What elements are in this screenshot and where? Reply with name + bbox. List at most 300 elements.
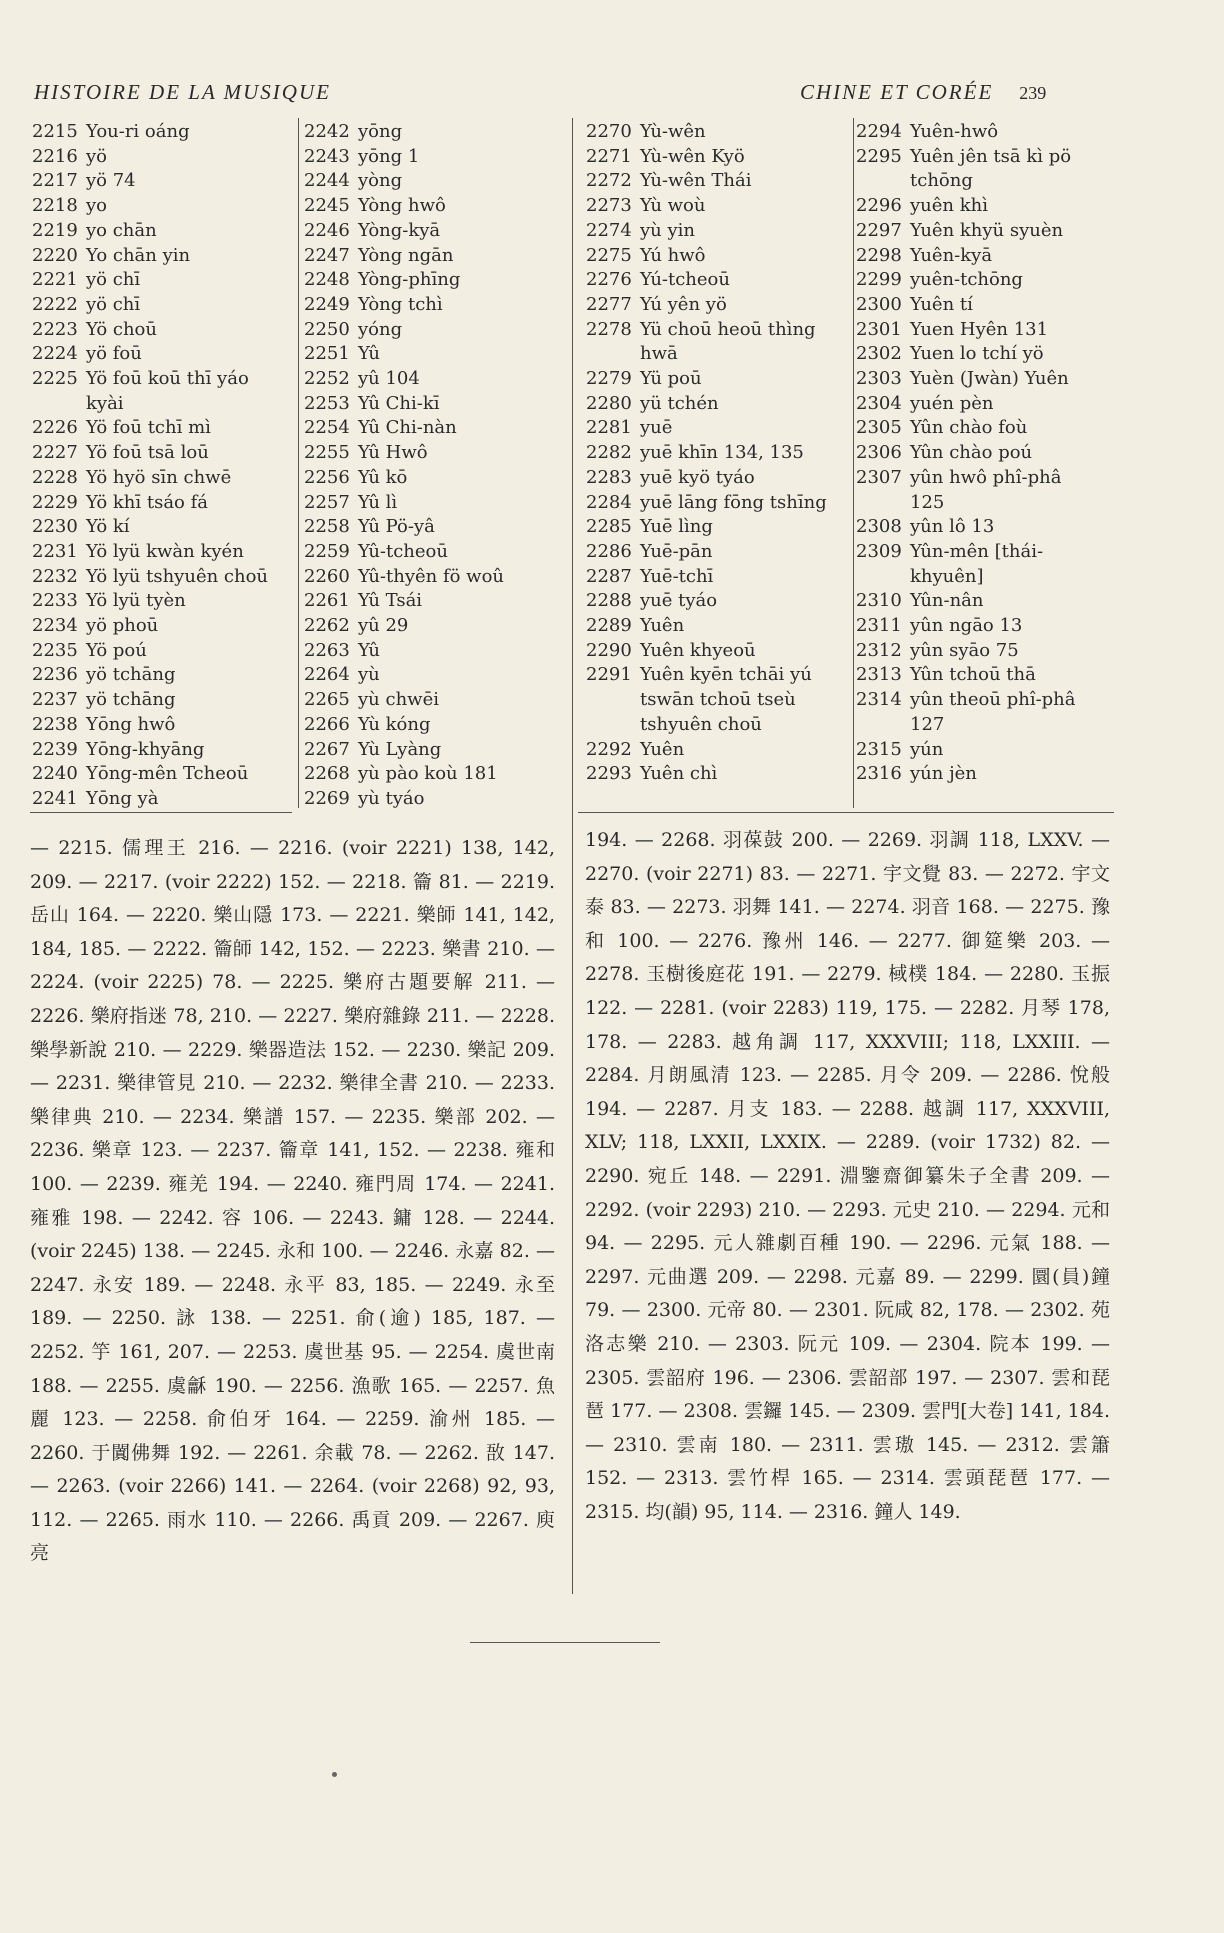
index-entry xyxy=(304,194,564,219)
index-entry-continuation xyxy=(856,565,1126,590)
entry-term: yuē kyö tyáo xyxy=(640,466,755,488)
index-entry xyxy=(32,441,300,466)
entry-term: Yö hyö sīn chwē xyxy=(86,466,232,488)
entry-number: 2304 xyxy=(856,392,902,414)
entry-term: yûn theoū phî-phâ xyxy=(910,689,1076,711)
entry-term: Yûn-mên [thái- xyxy=(910,540,1044,562)
entry-number: 2310 xyxy=(856,590,902,612)
entry-term: yû 104 xyxy=(358,368,420,390)
entry-number: 2218 xyxy=(32,195,78,217)
entry-number: 2300 xyxy=(856,293,902,315)
entry-number: 2228 xyxy=(32,466,78,488)
index-entry xyxy=(304,515,564,540)
entry-term: Yuên-kyā xyxy=(910,244,993,266)
index-column-2 xyxy=(304,120,564,812)
entry-number: 2233 xyxy=(32,590,78,612)
entry-number: 2234 xyxy=(32,615,78,637)
entry-number: 2297 xyxy=(856,219,902,241)
section-title: CHINE ET CORÉE xyxy=(800,80,994,104)
index-entry xyxy=(32,219,300,244)
entry-term: Yōng-khyāng xyxy=(86,738,205,760)
index-entry xyxy=(304,416,564,441)
entry-number: 2283 xyxy=(586,466,632,488)
entry-term: Yö lyü kwàn kyén xyxy=(86,540,244,562)
index-entry xyxy=(32,466,300,491)
entry-term: yö xyxy=(86,145,108,167)
entry-number: 2284 xyxy=(586,491,632,513)
entry-term: yōng 1 xyxy=(358,145,420,167)
section-rule xyxy=(578,812,1114,813)
entry-number xyxy=(586,713,640,738)
index-entry xyxy=(856,441,1126,466)
entry-number: 2316 xyxy=(856,763,902,785)
index-entry xyxy=(304,466,564,491)
index-entry xyxy=(586,738,854,763)
index-entry xyxy=(304,441,564,466)
entry-term: Yuē-tchī xyxy=(640,565,714,587)
entry-term: Yö foū koū thī yáo xyxy=(86,368,249,390)
entry-term: Yòng-kyā xyxy=(358,219,441,241)
entry-term: yö tchāng xyxy=(86,689,176,711)
entry-term: tchōng xyxy=(910,170,973,192)
entry-term: Yûn chào foù xyxy=(910,417,1028,439)
entry-term: Yü poū xyxy=(640,368,702,390)
entry-term: Yù-wên Thái xyxy=(640,170,752,192)
index-entry xyxy=(856,318,1126,343)
entry-term: yö tchāng xyxy=(86,664,176,686)
index-entry xyxy=(586,614,854,639)
entry-number: 2235 xyxy=(32,639,78,661)
entry-number: 2239 xyxy=(32,738,78,760)
index-entry xyxy=(32,120,300,145)
entry-term: Yōng hwô xyxy=(86,713,176,735)
entry-number: 2274 xyxy=(586,219,632,241)
entry-number: 2261 xyxy=(304,590,350,612)
entry-term: yuên-tchōng xyxy=(910,269,1023,291)
entry-term: yóng xyxy=(358,318,403,340)
entry-number: 2263 xyxy=(304,639,350,661)
index-entry xyxy=(856,639,1126,664)
section-rule xyxy=(30,812,292,813)
entry-term: yù tyáo xyxy=(358,787,425,809)
entry-term: Yù Lyàng xyxy=(358,738,442,760)
entry-number: 2270 xyxy=(586,121,632,142)
entry-number: 2253 xyxy=(304,392,350,414)
index-entry xyxy=(304,589,564,614)
entry-term: yo xyxy=(86,195,108,217)
entry-term: Yú yên yö xyxy=(640,293,727,315)
index-entry xyxy=(856,688,1126,713)
index-entry xyxy=(586,491,854,516)
entry-term: Yö poú xyxy=(86,639,147,661)
entry-number: 2241 xyxy=(32,787,78,809)
index-entry xyxy=(304,120,564,145)
index-entry xyxy=(304,738,564,763)
index-entry xyxy=(586,120,854,145)
closing-rule xyxy=(470,1642,660,1643)
index-references-left: — 2215. 儒理王 216. — 2216. (voir 2221) 138, 142, 209. — 2217. (voir 2222) 152. — 2218. 籥 81. — 2219. 岳山 164. — 2220. 樂山隱 173. — 2221. 樂師 141, 142, 184, 185. — 2222. 籥師 142, 152. — 2223. 樂書 210. — 2224. (voir 2225) 78. — 2225. 樂府古題要解 211. — 2226. 樂府指迷 78, 210. — 2227. 樂府雜錄 211. — 2228. 樂學新說 210. — 2229. 樂器造法 152. — 2230. 樂記 209. — 2231. 樂律管見 210. — 2232. 樂律全書 210. — 2233. 樂律典 210. — 2234. 樂譜 157. — 2235. 樂部 202. — 2236. 樂章 123. — 2237. 籥章 141, 152. — 2238. 雍和 100. — 2239. 雍羌 194. — 2240. 雍門周 174. — 2241. 雍雅 198. — 2242. 容 106. — 2243. 鏞 128. — 2244. (voir 2245) 138. — 2245. 永和 100. — 2246. 永嘉 82. — 2247. 永安 189. — 2248. 永平 83, 185. — 2249. 永至 189. — 2250. 詠 138. — 2251. 俞(逾) 185, 187. — 2252. 竽 161, 207. — 2253. 虞世基 95. — 2254. 虞世南 188. — 2255. 虞龢 190. — 2256. 漁歌 165. — 2257. 魚麗 123. — 2258. 俞伯牙 164. — 2259. 渝州 185. — 2260. 于闐佛舞 192. — 2261. 余載 78. — 2262. 敔 147. — 2263. (voir 2266) 141. — 2264. (voir 2268) 92, 93, 112. — 2265. 雨水 110. — 2266. 禹貢 209. — 2267. 庾亮 xyxy=(30,837,555,1565)
entry-number xyxy=(856,169,910,194)
entry-term: Yòng ngān xyxy=(358,244,454,266)
entry-term: Yû Chi-nàn xyxy=(358,417,457,439)
entry-term: Yuên-hwô xyxy=(910,121,999,142)
entry-term: tshyuên choū xyxy=(640,713,762,735)
entry-number: 2236 xyxy=(32,664,78,686)
entry-term: khyuên] xyxy=(910,565,984,587)
entry-number: 2221 xyxy=(32,269,78,291)
entry-number: 2309 xyxy=(856,540,902,562)
entry-number: 2215 xyxy=(32,121,78,142)
entry-number: 2276 xyxy=(586,269,632,291)
entry-term: You-ri oáng xyxy=(86,121,190,142)
index-entry xyxy=(304,392,564,417)
entry-number: 2308 xyxy=(856,516,902,538)
entry-term: Yù-wên xyxy=(640,121,706,142)
entry-term: Yûn chào poú xyxy=(910,442,1033,464)
index-entry xyxy=(586,589,854,614)
entry-term: yòng xyxy=(358,170,403,192)
entry-term: Yuên chì xyxy=(640,763,718,785)
entry-term: Yuên xyxy=(640,738,685,760)
entry-number: 2286 xyxy=(586,540,632,562)
entry-number: 2290 xyxy=(586,639,632,661)
index-entry xyxy=(856,540,1126,565)
entry-term: Yuên tí xyxy=(910,293,973,315)
entry-term: Yòng hwô xyxy=(358,195,446,217)
entry-term: Yuên xyxy=(640,615,685,637)
index-entry-continuation xyxy=(586,688,854,713)
entry-number: 2227 xyxy=(32,442,78,464)
index-entry xyxy=(304,614,564,639)
index-column-3 xyxy=(586,120,854,787)
entry-number: 2232 xyxy=(32,565,78,587)
entry-number: 2217 xyxy=(32,170,78,192)
entry-term: yûn syāo 75 xyxy=(910,639,1019,661)
index-entry xyxy=(304,491,564,516)
entry-term: kyài xyxy=(86,392,124,414)
index-entry xyxy=(586,515,854,540)
entry-number: 2298 xyxy=(856,244,902,266)
entry-number: 2273 xyxy=(586,195,632,217)
entry-number: 2255 xyxy=(304,442,350,464)
entry-term: yuén pèn xyxy=(910,392,994,414)
entry-term: yuên khì xyxy=(910,195,988,217)
entry-number: 2281 xyxy=(586,417,632,439)
entry-number: 2279 xyxy=(586,368,632,390)
entry-number: 2244 xyxy=(304,170,350,192)
index-entry-continuation xyxy=(586,713,854,738)
entry-number: 2248 xyxy=(304,269,350,291)
index-entry xyxy=(32,589,300,614)
index-entry xyxy=(304,169,564,194)
entry-term: Yö lyü tshyuên choū xyxy=(86,565,269,587)
entry-term: yö chī xyxy=(86,293,141,315)
entry-number: 2269 xyxy=(304,787,350,809)
index-entry xyxy=(32,318,300,343)
entry-term: Yù woù xyxy=(640,195,706,217)
index-entry xyxy=(586,293,854,318)
index-entry-continuation xyxy=(586,342,854,367)
index-entry xyxy=(304,268,564,293)
index-entry xyxy=(856,342,1126,367)
entry-term: Yö khī tsáo fá xyxy=(86,491,209,513)
entry-term: Yü choū heoū thìng xyxy=(640,318,816,340)
entry-number: 2280 xyxy=(586,392,632,414)
index-entry-continuation xyxy=(32,392,300,417)
entry-number: 2267 xyxy=(304,738,350,760)
entry-term: hwā xyxy=(640,343,678,365)
entry-term: 125 xyxy=(910,491,945,513)
entry-number: 2220 xyxy=(32,244,78,266)
entry-number xyxy=(856,491,910,516)
index-entry xyxy=(856,244,1126,269)
entry-number: 2287 xyxy=(586,565,632,587)
index-entry xyxy=(586,194,854,219)
entry-number: 2225 xyxy=(32,368,78,390)
entry-number: 2315 xyxy=(856,738,902,760)
entry-number: 2294 xyxy=(856,121,902,142)
index-column-4 xyxy=(856,120,1126,787)
entry-term: yù pào koù 181 xyxy=(358,763,498,785)
index-entry xyxy=(32,614,300,639)
entry-term: Yú-tcheoū xyxy=(640,269,730,291)
index-entry xyxy=(586,540,854,565)
index-entry xyxy=(856,416,1126,441)
index-entry xyxy=(32,244,300,269)
entry-number: 2240 xyxy=(32,763,78,785)
entry-term: yù xyxy=(358,664,380,686)
index-entry xyxy=(304,663,564,688)
entry-term: yún jèn xyxy=(910,763,977,785)
column-divider xyxy=(298,118,299,808)
index-entry xyxy=(304,688,564,713)
entry-term: Yuên jên tsā kì pö xyxy=(910,145,1072,167)
entry-number: 2238 xyxy=(32,713,78,735)
index-entry xyxy=(586,441,854,466)
index-entry xyxy=(586,367,854,392)
index-entry xyxy=(304,787,564,812)
entry-number: 2268 xyxy=(304,763,350,785)
entry-number: 2275 xyxy=(586,244,632,266)
index-entry xyxy=(304,367,564,392)
index-entry xyxy=(304,219,564,244)
entry-term: Yû Pö-yâ xyxy=(358,516,435,538)
entry-term: yuē khīn 134, 135 xyxy=(640,442,804,464)
entry-number xyxy=(32,392,86,417)
entry-number: 2230 xyxy=(32,516,78,538)
index-entry-continuation xyxy=(856,169,1126,194)
index-references-right: 194. — 2268. 羽葆鼓 200. — 2269. 羽調 118, LXXV. — 2270. (voir 2271) 83. — 2271. 宇文覺 83. — 2272. 宇文泰 83. — 2273. 羽舞 141. — 2274. 羽音 168. — 2275. 豫和 100. — 2276. 豫州 146. — 2277. 御筵樂 203. — 2278. 玉樹後庭花 191. — 2279. 棫樸 184. — 2280. 玉振 122. — 2281. (voir 2283) 119, 175. — 2282. 月琴 178, 178. — 2283. 越角調 117, XXXVIII; 118, LXXIII. — 2284. 月朗風清 123. — 2285. 月令 209. — 2286. 悅般 194. — 2287. 月支 183. — 2288. 越調 117, XXXVIII, XLV; 118, LXXII, LXXIX. — 2289. (voir 1732) 82. — 2290. 宛丘 148. — 2291. 淵鑒齋御纂朱子全書 209. — 2292. (voir 2293) 210. — 2293. 元史 210. — 2294. 元和 94. — 2295. 元人雜劇百種 190. — 2296. 元氣 188. — 2297. 元曲選 209. — 2298. 元嘉 89. — 2299. 圜(員)鐘 79. — 2300. 元帝 80. — 2301. 阮咸 82, 178. — 2302. 苑洛志樂 210. — 2303. 阮元 109. — 2304. 院本 199. — 2305. 雲韶府 196. — 2306. 雲韶部 197. — 2307. 雲和琵琶 177. — 2308. 雲鑼 145. — 2309. 雲門[大卷] 141, 184. — 2310. 雲南 180. — 2311. 雲璈 145. — 2312. 雲簫 152. — 2313. 雲竹桿 165. — 2314. 雲頭琵琶 177. — 2315. 均(韻) 95, 114. — 2316. 鐘人 149. xyxy=(585,829,1110,1523)
index-entry xyxy=(856,762,1126,787)
entry-term: Yö kí xyxy=(86,516,130,538)
index-entry xyxy=(586,268,854,293)
entry-number: 2243 xyxy=(304,145,350,167)
entry-term: yö chī xyxy=(86,269,141,291)
entry-term: Yû xyxy=(358,639,380,661)
entry-number: 2282 xyxy=(586,442,632,464)
entry-number: 2242 xyxy=(304,121,350,142)
index-entry xyxy=(32,663,300,688)
entry-term: Yû Chi-kī xyxy=(358,392,440,414)
entry-number: 2237 xyxy=(32,689,78,711)
index-entry-continuation xyxy=(856,491,1126,516)
entry-number: 2260 xyxy=(304,565,350,587)
entry-number: 2256 xyxy=(304,466,350,488)
entry-number: 2266 xyxy=(304,713,350,735)
index-entry xyxy=(856,663,1126,688)
entry-number: 2226 xyxy=(32,417,78,439)
entry-number: 2305 xyxy=(856,417,902,439)
entry-number: 2292 xyxy=(586,738,632,760)
index-entry xyxy=(304,293,564,318)
index-entry xyxy=(32,639,300,664)
entry-term: yö foū xyxy=(86,343,142,365)
index-entry xyxy=(32,713,300,738)
index-entry xyxy=(856,738,1126,763)
index-entry xyxy=(304,342,564,367)
entry-number xyxy=(586,342,640,367)
entry-number: 2262 xyxy=(304,615,350,637)
entry-number: 2251 xyxy=(304,343,350,365)
entry-term: Yòng tchì xyxy=(358,293,443,315)
entry-term: tswān tchoū tseù xyxy=(640,689,796,711)
entry-number: 2312 xyxy=(856,639,902,661)
entry-number: 2307 xyxy=(856,466,902,488)
index-entry xyxy=(856,392,1126,417)
entry-number: 2311 xyxy=(856,615,902,637)
entry-number: 2254 xyxy=(304,417,350,439)
entry-number: 2272 xyxy=(586,170,632,192)
index-entry xyxy=(304,318,564,343)
entry-number: 2278 xyxy=(586,318,632,340)
entry-number: 2259 xyxy=(304,540,350,562)
entry-number: 2301 xyxy=(856,318,902,340)
entry-number: 2247 xyxy=(304,244,350,266)
entry-term: yûn ngāo 13 xyxy=(910,615,1023,637)
index-entry xyxy=(304,713,564,738)
index-entry xyxy=(856,268,1126,293)
entry-term: Yo chān yin xyxy=(86,244,191,266)
entry-term: yûn hwô phî-phâ xyxy=(910,466,1062,488)
index-entry xyxy=(304,639,564,664)
index-entry xyxy=(32,342,300,367)
entry-number: 2250 xyxy=(304,318,350,340)
entry-number: 2299 xyxy=(856,269,902,291)
index-entry xyxy=(304,540,564,565)
entry-number: 2288 xyxy=(586,590,632,612)
entry-number: 2302 xyxy=(856,343,902,365)
index-entry xyxy=(32,293,300,318)
entry-term: Yûn tchoū thā xyxy=(910,664,1036,686)
entry-term: Yû-thyên fö woû xyxy=(358,565,505,587)
entry-number: 2314 xyxy=(856,689,902,711)
entry-term: Yuên kyēn tchāi yú xyxy=(640,664,812,686)
entry-term: 127 xyxy=(910,713,945,735)
index-entry xyxy=(32,367,300,392)
entry-number: 2277 xyxy=(586,293,632,315)
entry-term: Yuên khyü syuèn xyxy=(910,219,1064,241)
index-entry xyxy=(32,688,300,713)
index-entry xyxy=(32,169,300,194)
index-entry xyxy=(586,663,854,688)
entry-number: 2296 xyxy=(856,195,902,217)
entry-term: yo chān xyxy=(86,219,157,241)
index-entry xyxy=(856,194,1126,219)
entry-term: Yuē-pān xyxy=(640,540,713,562)
index-entry xyxy=(586,639,854,664)
index-entry xyxy=(586,466,854,491)
entry-term: Yōng yà xyxy=(86,787,159,809)
entry-term: yuē xyxy=(640,417,673,439)
entry-term: yö phoū xyxy=(86,615,159,637)
entry-number: 2216 xyxy=(32,145,78,167)
entry-term: Yû Tsái xyxy=(358,590,423,612)
index-entry xyxy=(32,515,300,540)
entry-number: 2231 xyxy=(32,540,78,562)
index-entry xyxy=(856,145,1126,170)
entry-term: Yú hwô xyxy=(640,244,706,266)
entry-number xyxy=(856,713,910,738)
entry-term: yö 74 xyxy=(86,170,136,192)
entry-number: 2295 xyxy=(856,145,902,167)
entry-term: yü tchén xyxy=(640,392,719,414)
column-divider xyxy=(572,118,573,1594)
index-entry xyxy=(586,416,854,441)
index-entry xyxy=(586,169,854,194)
entry-number: 2229 xyxy=(32,491,78,513)
entry-term: Yû Hwô xyxy=(358,442,428,464)
index-entry xyxy=(32,145,300,170)
index-entry xyxy=(32,565,300,590)
index-entry xyxy=(32,762,300,787)
entry-term: Yû lì xyxy=(358,491,398,513)
entry-term: yuē tyáo xyxy=(640,590,718,612)
entry-number: 2252 xyxy=(304,368,350,390)
entry-term: Yuên khyeoū xyxy=(640,639,756,661)
index-entry xyxy=(304,145,564,170)
column-divider xyxy=(853,118,854,808)
page-number: 239 xyxy=(1019,83,1047,103)
entry-term: yún xyxy=(910,738,944,760)
entry-term: Yuen lo tchí yö xyxy=(910,343,1044,365)
entry-term: yù chwēi xyxy=(358,689,439,711)
entry-term: Yuen Hyên 131 xyxy=(910,318,1049,340)
entry-number: 2285 xyxy=(586,516,632,538)
entry-number xyxy=(856,565,910,590)
entry-number: 2306 xyxy=(856,442,902,464)
running-head-section xyxy=(800,80,1046,108)
entry-number: 2222 xyxy=(32,293,78,315)
index-entry xyxy=(32,738,300,763)
index-entry xyxy=(586,145,854,170)
entry-term: yōng xyxy=(358,121,403,142)
entry-term: Yù-wên Kyö xyxy=(640,145,745,167)
index-entry xyxy=(32,540,300,565)
index-entry xyxy=(32,416,300,441)
index-entry xyxy=(304,762,564,787)
entry-term: yuē lāng fōng tshīng xyxy=(640,491,827,513)
index-entry xyxy=(586,219,854,244)
entry-number: 2245 xyxy=(304,195,350,217)
entry-number: 2293 xyxy=(586,763,632,785)
index-entry xyxy=(586,392,854,417)
entry-term: Yû kō xyxy=(358,466,408,488)
index-entry xyxy=(304,565,564,590)
entry-term: Yö foū tsā loū xyxy=(86,442,209,464)
index-entry xyxy=(856,466,1126,491)
entry-term: Yōng-mên Tcheoū xyxy=(86,763,249,785)
index-entry xyxy=(586,565,854,590)
